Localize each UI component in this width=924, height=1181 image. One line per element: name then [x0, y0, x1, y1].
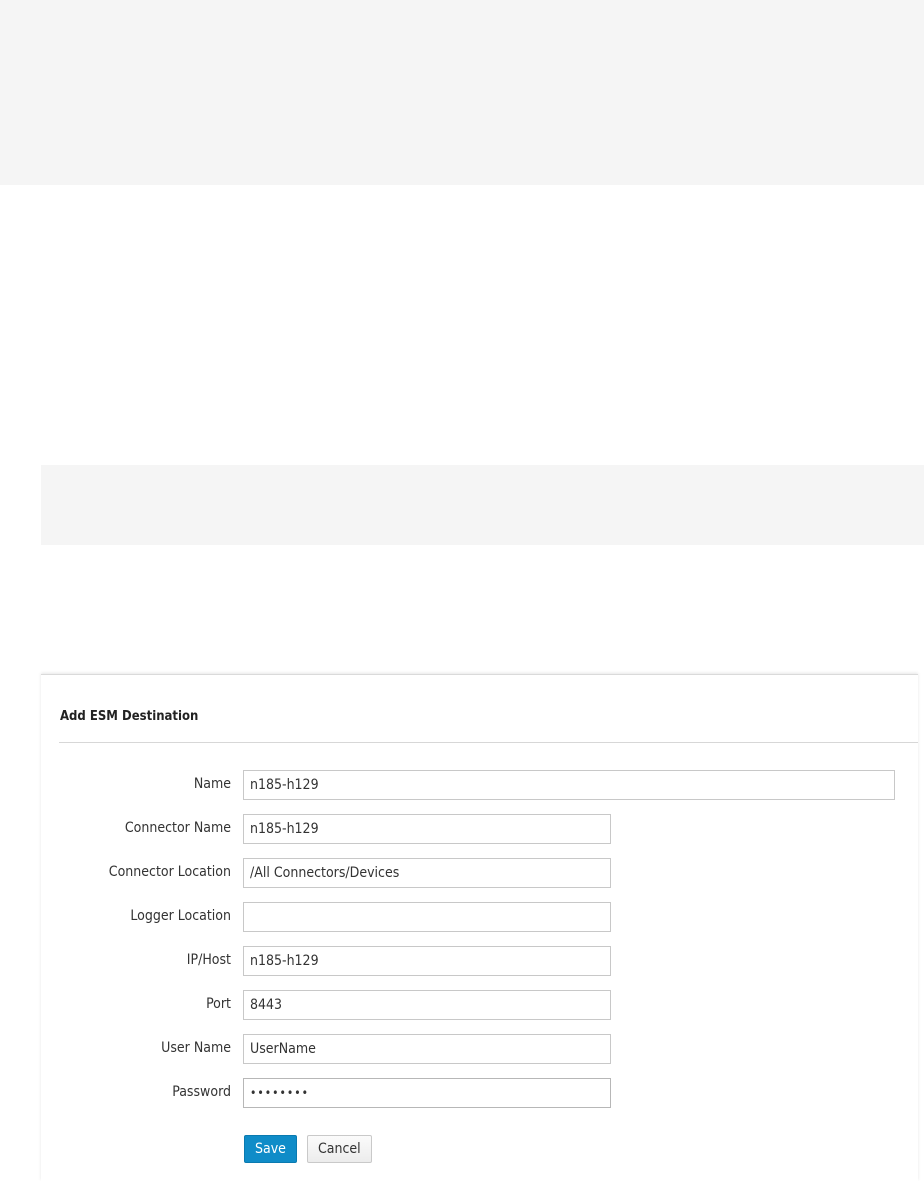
connector-location-field[interactable]	[243, 858, 611, 888]
connector-location-label: Connector Location	[108, 864, 231, 880]
dialog-divider	[59, 742, 918, 743]
port-field[interactable]	[243, 990, 611, 1020]
add-esm-destination-dialog	[41, 674, 918, 1181]
logger-location-label: Logger Location	[130, 908, 231, 924]
ip-host-label: IP/Host	[186, 952, 231, 968]
connector-name-label: Connector Name	[124, 820, 231, 836]
password-label: Password	[172, 1084, 231, 1100]
logger-location-field[interactable]	[243, 902, 611, 932]
cancel-button[interactable]: Cancel	[307, 1135, 372, 1163]
name-field[interactable]	[243, 770, 895, 800]
name-label: Name	[193, 776, 231, 792]
section-banner	[41, 465, 924, 545]
dialog-title: Add ESM Destination	[60, 709, 199, 724]
connector-name-field[interactable]	[243, 814, 611, 844]
ip-host-field[interactable]	[243, 946, 611, 976]
password-field[interactable]	[243, 1078, 611, 1108]
user-name-label: User Name	[161, 1040, 231, 1056]
save-button[interactable]: Save	[244, 1135, 297, 1163]
user-name-field[interactable]	[243, 1034, 611, 1064]
header-background	[0, 0, 924, 185]
port-label: Port	[206, 996, 231, 1012]
